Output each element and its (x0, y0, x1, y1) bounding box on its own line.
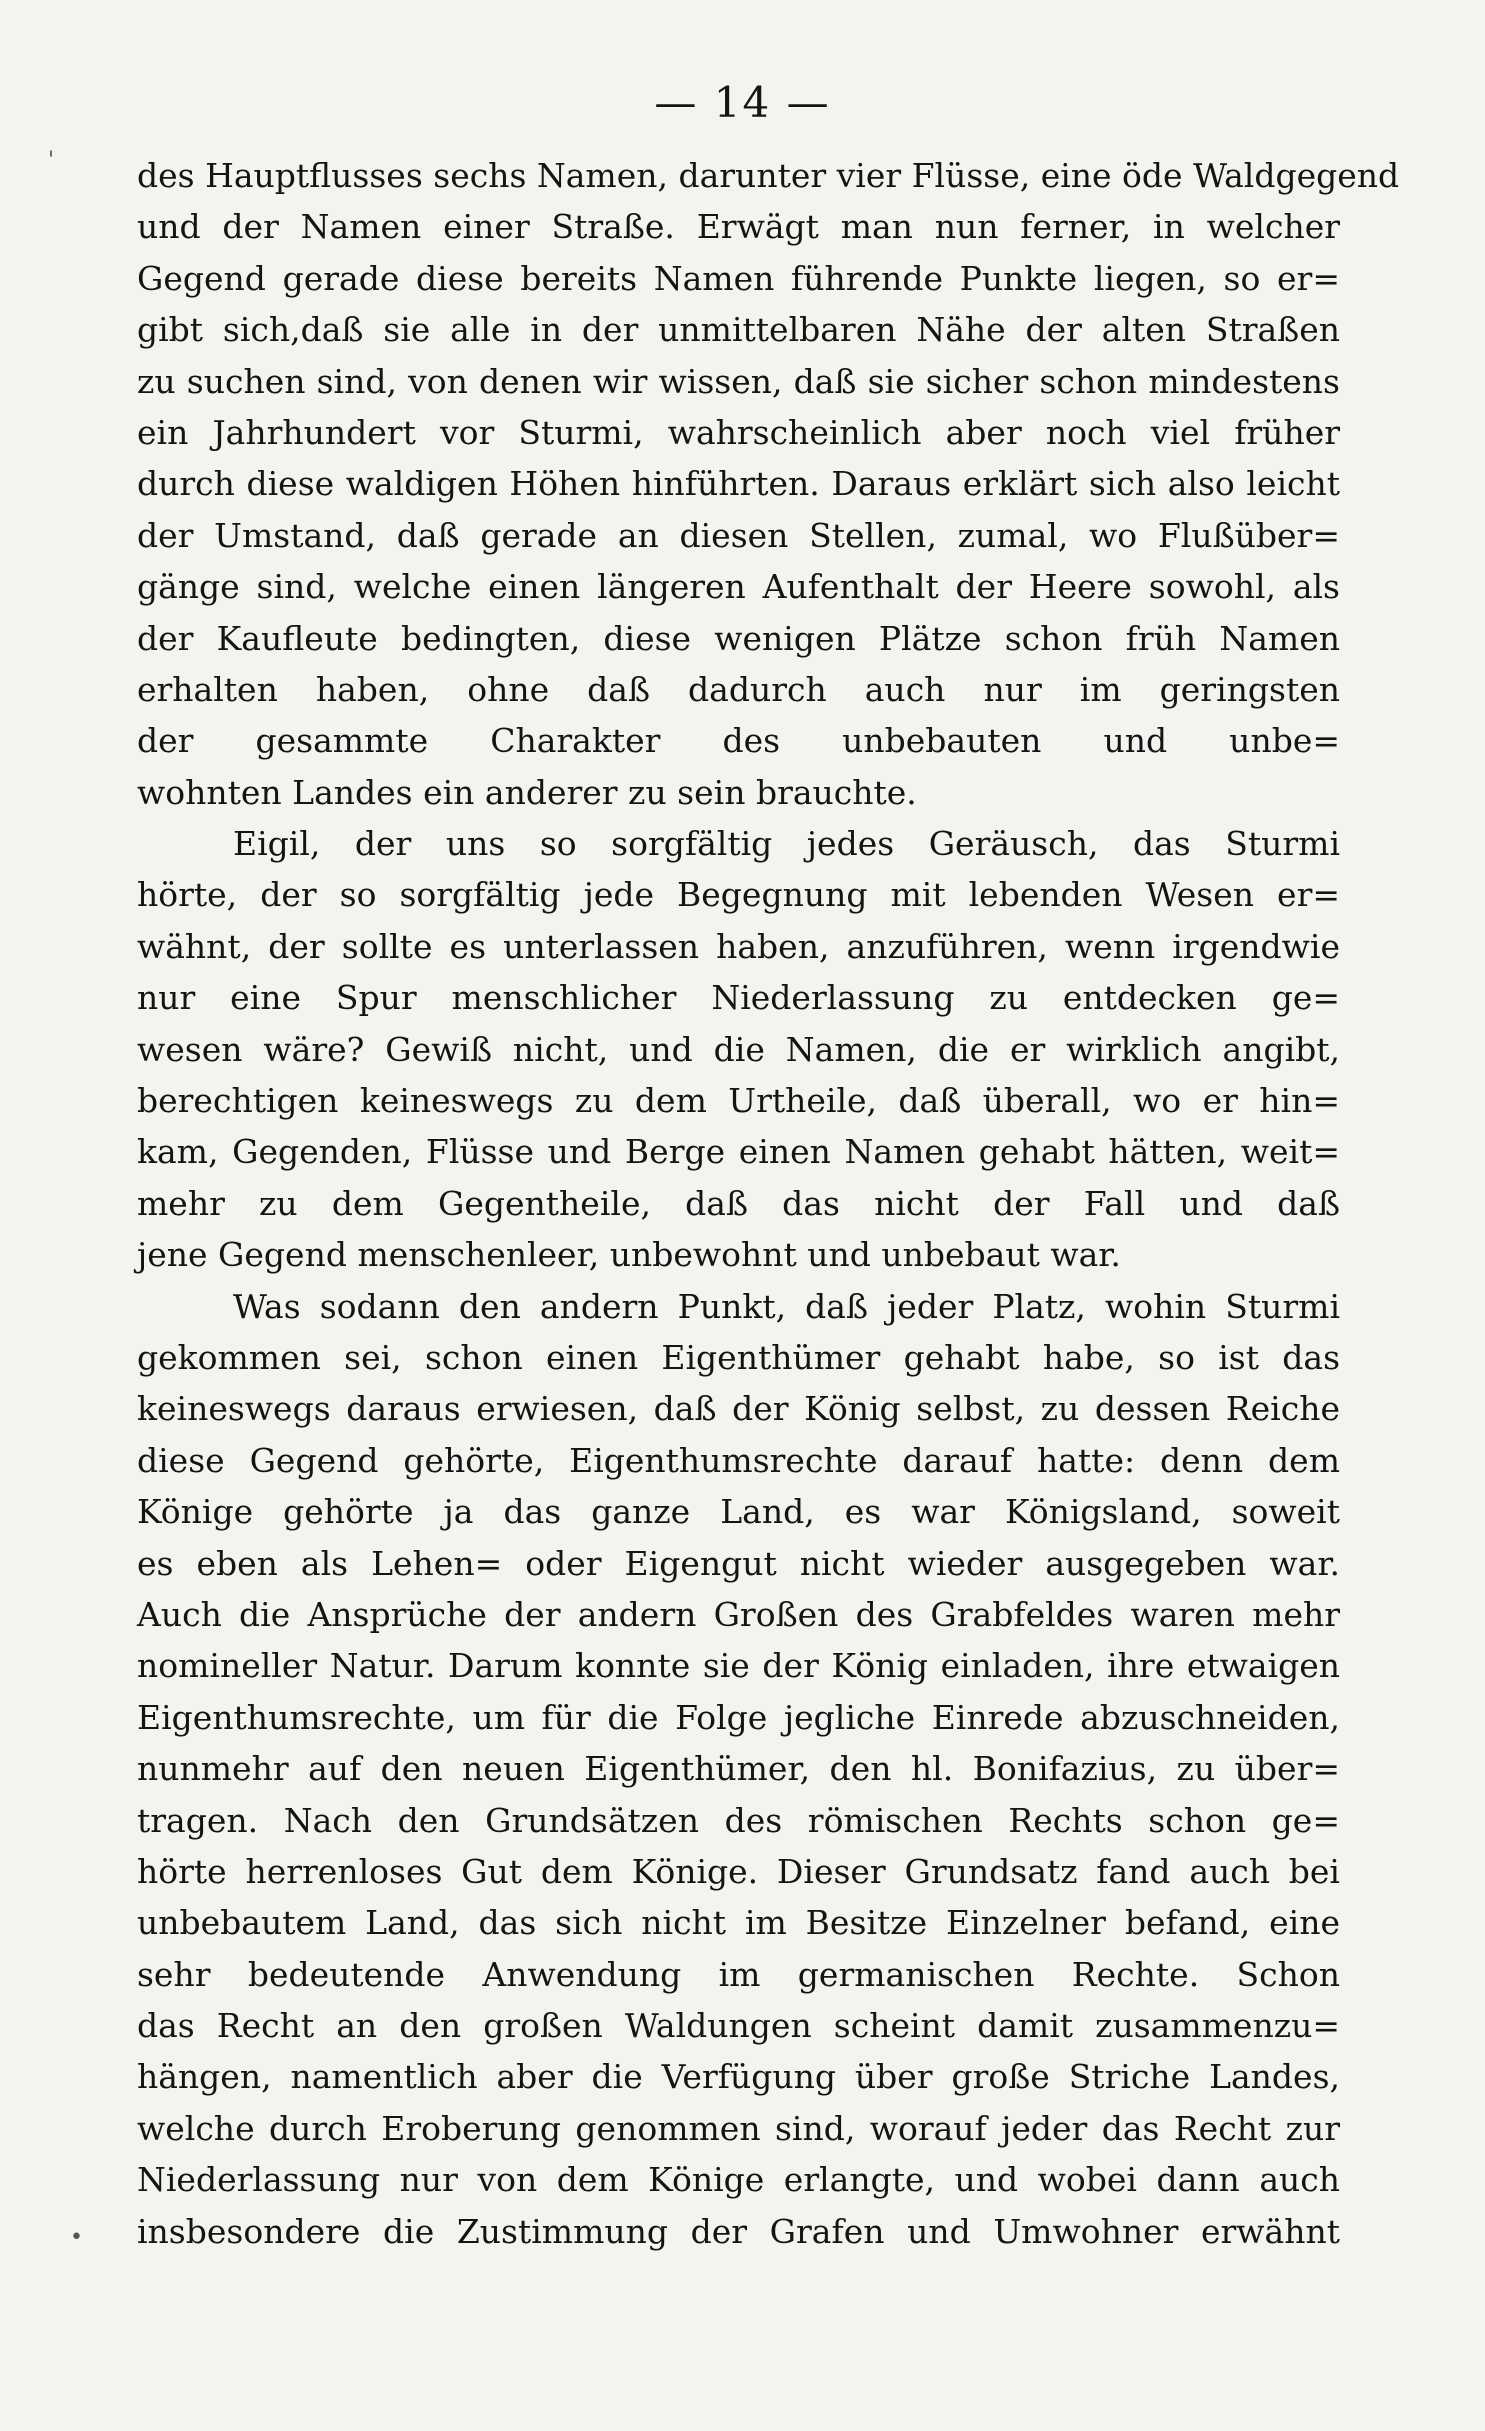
text-line: hörte, der so sorgfältig jede Begegnung mit lebenden Wesen er= (137, 875, 1340, 915)
text-line: und der Namen einer Straße. Erwägt man nun ferner, in welcher (137, 207, 1340, 247)
page-number: — 14 — (654, 78, 831, 127)
text-line: unbebautem Land, das sich nicht im Besitze Einzelner befand, eine (137, 1903, 1340, 1943)
text-line: nunmehr auf den neuen Eigenthümer, den hl. Bonifazius, zu über= (137, 1749, 1340, 1789)
text-line: berechtigen keineswegs zu dem Urtheile, daß überall, wo er hin= (137, 1081, 1340, 1121)
text-line: welche durch Eroberung genommen sind, worauf jeder das Recht zur (137, 2108, 1340, 2148)
text-line: gekommen sei, schon einen Eigenthümer gehabt habe, so ist das (137, 1337, 1340, 1377)
text-line: erhalten haben, ohne daß dadurch auch nur im geringsten (137, 669, 1340, 709)
text-line: keineswegs daraus erwiesen, daß der König selbst, zu dessen Reiche (137, 1389, 1340, 1429)
text-line: des Hauptflusses sechs Namen, darunter vier Flüsse, eine öde Waldgegend (137, 156, 1400, 195)
text-line: hörte herrenloses Gut dem Könige. Dieser Grundsatz fand auch bei (137, 1851, 1340, 1891)
text-line: Niederlassung nur von dem Könige erlangte, und wobei dann auch (137, 2160, 1340, 2200)
text-line: wohnten Landes ein anderer zu sein brauchte. (137, 772, 917, 812)
text-line: diese Gegend gehörte, Eigenthumsrechte darauf hatte: denn dem (137, 1440, 1340, 1480)
margin-mark: ' (48, 148, 55, 173)
text-line: sehr bedeutende Anwendung im germanischen Rechte. Schon (137, 1954, 1340, 1994)
text-line: Eigenthumsrechte, um für die Folge jegliche Einrede abzuschneiden, (137, 1697, 1340, 1737)
text-line: kam, Gegenden, Flüsse und Berge einen Namen gehabt hätten, weit= (137, 1132, 1340, 1172)
text-line: es eben als Lehen= oder Eigengut nicht wieder ausgegeben war. (137, 1543, 1340, 1583)
text-line: hängen, namentlich aber die Verfügung über große Striche Landes, (137, 2057, 1340, 2097)
text-line: Könige gehörte ja das ganze Land, es war Königsland, soweit (137, 1492, 1340, 1532)
text-line: durch diese waldigen Höhen hinführten. Daraus erklärt sich also leicht (137, 464, 1340, 504)
body-text (137, 150, 1400, 2257)
text-line: Auch die Ansprüche der andern Großen des Grabfeldes waren mehr (137, 1594, 1340, 1634)
text-line: der gesammte Charakter des unbebauten und unbe= (137, 721, 1340, 761)
text-line: Was sodann den andern Punkt, daß jeder Platz, wohin Sturmi (233, 1286, 1340, 1326)
text-line: wähnt, der sollte es unterlassen haben, anzuführen, wenn irgendwie (137, 926, 1340, 966)
text-line: nomineller Natur. Darum konnte sie der König einladen, ihre etwaigen (137, 1646, 1340, 1686)
text-line: jene Gegend menschenleer, unbewohnt und unbebaut war. (137, 1235, 1121, 1275)
margin-dot: • (70, 2225, 83, 2250)
text-line: ein Jahrhundert vor Sturmi, wahrscheinlich aber noch viel früher (137, 412, 1340, 452)
text-line: der Umstand, daß gerade an diesen Stellen, zumal, wo Flußüber= (137, 515, 1340, 555)
text-line: zu suchen sind, von denen wir wissen, daß sie sicher schon mindestens (137, 361, 1340, 401)
text-line: wesen wäre? Gewiß nicht, und die Namen, die er wirklich angibt, (137, 1029, 1340, 1069)
text-line: Gegend gerade diese bereits Namen führende Punkte liegen, so er= (137, 258, 1340, 298)
text-line: nur eine Spur menschlicher Niederlassung zu entdecken ge= (137, 978, 1340, 1018)
text-line: gibt sich,daß sie alle in der unmittelbaren Nähe der alten Straßen (137, 310, 1340, 350)
text-line: Eigil, der uns so sorgfältig jedes Geräusch, das Sturmi (233, 824, 1340, 864)
text-line: mehr zu dem Gegentheile, daß das nicht der Fall und daß (137, 1183, 1340, 1223)
text-line: tragen. Nach den Grundsätzen des römischen Rechts schon ge= (137, 1800, 1340, 1840)
text-line: das Recht an den großen Waldungen scheint damit zusammenzu= (137, 2006, 1340, 2046)
text-line: insbesondere die Zustimmung der Grafen und Umwohner erwähnt (137, 2211, 1340, 2251)
text-line: gänge sind, welche einen längeren Aufenthalt der Heere sowohl, als (137, 567, 1340, 607)
text-line: der Kaufleute bedingten, diese wenigen Plätze schon früh Namen (137, 618, 1340, 658)
